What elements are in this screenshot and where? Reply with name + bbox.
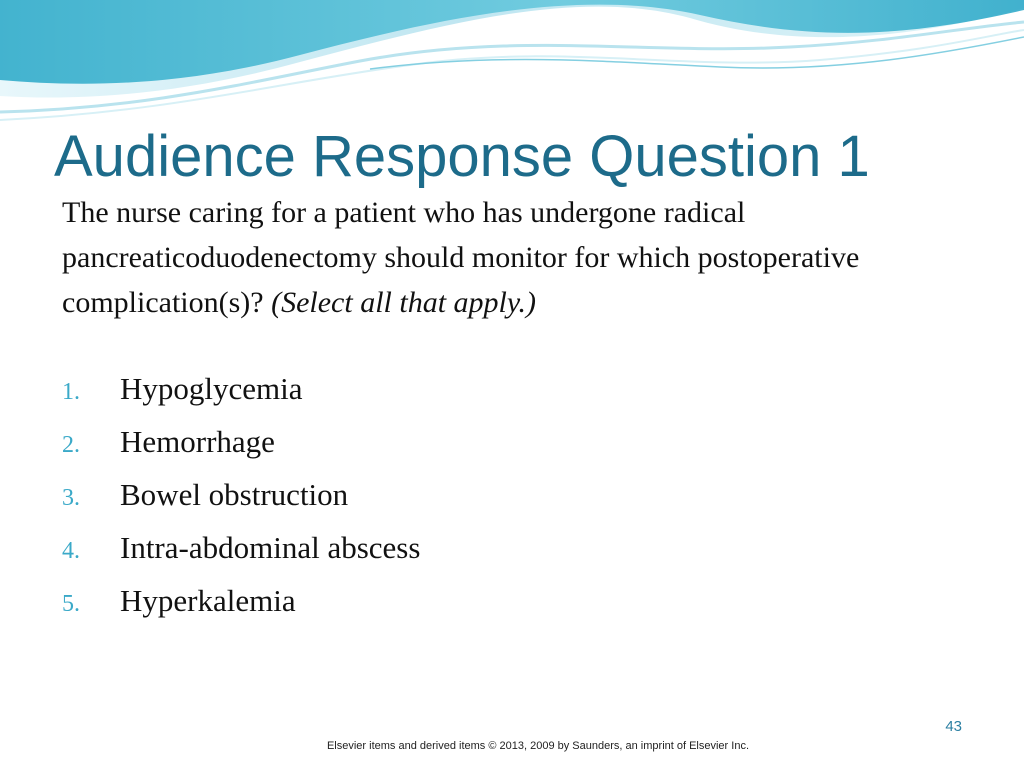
question-text (62, 190, 942, 325)
option-number: 5. (62, 591, 80, 617)
option-label: Hypoglycemia (120, 371, 303, 406)
option-label: Bowel obstruction (120, 477, 349, 512)
answer-option (62, 477, 862, 530)
answer-options-list (62, 371, 862, 636)
answer-option (62, 530, 862, 583)
copyright-footer: Elsevier items and derived items © 2013, 2009 by Saunders, an imprint of Elsevier Inc. (326, 740, 750, 752)
answer-option (62, 583, 862, 636)
slide-page-number: 43 (945, 718, 962, 735)
option-label: Hyperkalemia (120, 583, 296, 618)
option-label: Hemorrhage (120, 424, 275, 459)
option-number: 4. (62, 538, 80, 564)
option-label: Intra-abdominal abscess (120, 530, 421, 565)
option-number: 2. (62, 432, 80, 458)
option-number: 1. (62, 379, 80, 405)
answer-option (62, 371, 862, 424)
question-instruction: (Select all that apply.) (271, 286, 537, 319)
option-number: 3. (62, 485, 80, 511)
question-stem: The nurse caring for a patient who has undergone radical pancreaticoduodenectomy should monitor for which postoperative complication(s)? (62, 196, 860, 319)
decorative-wave-header (0, 0, 1024, 130)
answer-option (62, 424, 862, 477)
slide-title: Audience Response Question 1 (54, 124, 870, 189)
